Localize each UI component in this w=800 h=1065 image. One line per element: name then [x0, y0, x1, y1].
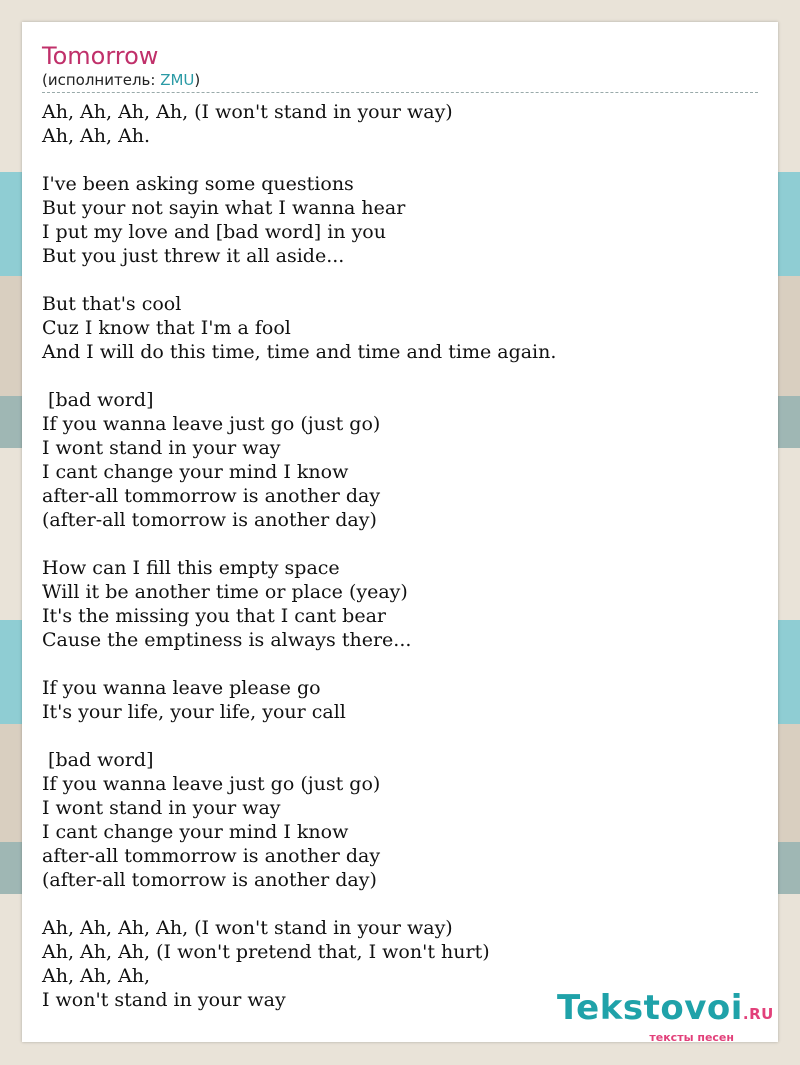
lyric-line: [bad word] — [42, 749, 154, 771]
lyric-line: I wont stand in your way — [42, 797, 281, 819]
lyric-line: Cuz I know that I'm a fool — [42, 317, 291, 339]
lyric-line — [42, 652, 758, 676]
song-title: Tomorrow — [42, 42, 159, 70]
lyric-line: after-all tommorrow is another day — [42, 485, 381, 507]
lyric-line: If you wanna leave please go — [42, 677, 321, 699]
lyric-line: Will it be another time or place (yeay) — [42, 581, 408, 603]
lyric-line: Ah, Ah, Ah, Ah, (I won't stand in your way) — [42, 917, 453, 939]
lyric-line: I put my love and [bad word] in you — [42, 221, 386, 243]
lyric-line: I won't stand in your way — [42, 989, 286, 1011]
lyric-line: I wont stand in your way — [42, 437, 281, 459]
lyric-line — [42, 268, 758, 292]
lyrics-text — [42, 100, 758, 1012]
lyric-line: It's your life, your life, your call — [42, 701, 346, 723]
lyrics-card — [22, 22, 778, 1042]
lyric-line: I've been asking some questions — [42, 173, 354, 195]
lyric-line — [42, 364, 758, 388]
lyric-line: Ah, Ah, Ah, — [42, 965, 151, 987]
lyric-line: (after-all tomorrow is another day) — [42, 509, 377, 531]
lyric-line: I cant change your mind I know — [42, 821, 349, 843]
lyric-line: But you just threw it all aside... — [42, 245, 345, 267]
lyric-line: And I will do this time, time and time and time again. — [42, 341, 557, 363]
lyric-line — [42, 724, 758, 748]
lyric-line: Ah, Ah, Ah, Ah, (I won't stand in your way) — [42, 101, 453, 123]
logo-name: Tekstovoi — [557, 988, 743, 1028]
lyric-line: [bad word] — [42, 389, 154, 411]
artist-line — [42, 70, 758, 93]
artist-prefix: (исполнитель: — [42, 71, 161, 89]
song-header — [42, 42, 758, 93]
lyric-line: after-all tommorrow is another day — [42, 845, 381, 867]
lyric-line: I cant change your mind I know — [42, 461, 349, 483]
lyric-line — [42, 148, 758, 172]
site-logo[interactable] — [557, 990, 772, 1042]
lyric-line: If you wanna leave just go (just go) — [42, 773, 381, 795]
lyric-line: But that's cool — [42, 293, 182, 315]
lyric-line: How can I fill this empty space — [42, 557, 340, 579]
artist-link[interactable]: ZMU — [160, 71, 195, 89]
logo-subtitle: тексты песен — [649, 1031, 734, 1044]
lyric-line — [42, 892, 758, 916]
lyric-line: But your not sayin what I wanna hear — [42, 197, 406, 219]
lyric-line: Ah, Ah, Ah, (I won't pretend that, I won't hurt) — [42, 941, 490, 963]
lyric-line: (after-all tomorrow is another day) — [42, 869, 377, 891]
lyric-line: It's the missing you that I cant bear — [42, 605, 386, 627]
lyric-line — [42, 532, 758, 556]
logo-tld: .RU — [742, 1005, 774, 1023]
lyric-line: Ah, Ah, Ah. — [42, 125, 151, 147]
lyric-line: Cause the emptiness is always there... — [42, 629, 412, 651]
lyric-line: If you wanna leave just go (just go) — [42, 413, 381, 435]
artist-suffix: ) — [194, 71, 201, 89]
